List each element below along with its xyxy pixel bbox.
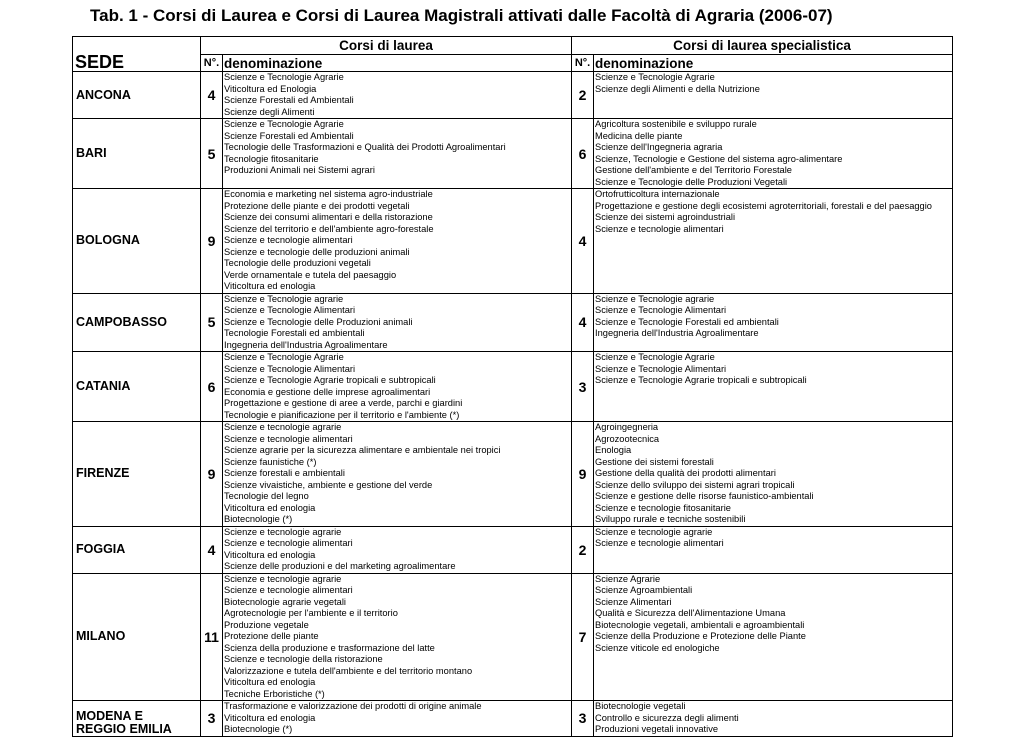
sede-name-line: REGGIO EMILIA bbox=[76, 721, 172, 736]
list-item: Scienze e gestione delle risorse faunistico-ambientali bbox=[595, 491, 814, 501]
list-item: Scienze forestali e ambientali bbox=[224, 468, 345, 478]
list-item: Scienze dei sistemi agroindustriali bbox=[595, 212, 736, 222]
list-item: Biotecnologie (*) bbox=[224, 724, 293, 734]
table-row bbox=[73, 352, 953, 422]
list-item: Scienze degli Alimenti bbox=[224, 106, 315, 117]
laurea-list bbox=[223, 352, 572, 422]
laurea-list bbox=[223, 119, 572, 189]
list-item: Biotecnologie vegetali bbox=[595, 701, 686, 711]
list-item: Scienze e Tecnologie Agrarie bbox=[224, 119, 344, 129]
specialistica-list bbox=[594, 701, 953, 737]
list-item: Viticoltura ed Enologia bbox=[224, 83, 317, 94]
sede-name-line: MODENA E bbox=[76, 708, 143, 723]
table-row bbox=[73, 72, 953, 119]
laurea-list bbox=[223, 422, 572, 527]
n-specialistica-count: 4 bbox=[572, 293, 594, 352]
specialistica-list bbox=[594, 352, 953, 422]
n-laurea-count: 5 bbox=[201, 119, 223, 189]
list-item: Medicina delle piante bbox=[595, 130, 683, 141]
list-item: Scienze del territorio e dell'ambiente agro-forestale bbox=[224, 223, 434, 234]
specialistica-list bbox=[594, 189, 953, 294]
list-item: Viticoltura ed enologia bbox=[224, 281, 316, 291]
list-item: Scienze e Tecnologie Agrarie bbox=[595, 72, 715, 82]
list-item: Controllo e sicurezza degli alimenti bbox=[595, 712, 739, 723]
header-sede: SEDE bbox=[73, 37, 201, 72]
list-item: Biotecnologie (*) bbox=[224, 514, 293, 524]
list-item: Tecnologie Forestali ed ambientali bbox=[224, 328, 365, 338]
list-item: Scienze e Tecnologie Agrarie tropicali e subtropicali bbox=[595, 375, 807, 385]
list-item: Agrotecnologie per l'ambiente e il territorio bbox=[224, 608, 398, 618]
list-item: Sviluppo rurale e tecniche sostenibili bbox=[595, 514, 746, 524]
list-item: Scienze e tecnologie alimentari bbox=[224, 235, 353, 245]
list-item: Tecnologie delle produzioni vegetali bbox=[224, 258, 371, 268]
list-item: Valorizzazione e tutela dell'ambiente e del territorio montano bbox=[224, 665, 473, 676]
list-item: Qualità e Sicurezza dell'Alimentazione Umana bbox=[595, 608, 786, 618]
list-item: Scienze e tecnologie agrarie bbox=[224, 573, 342, 584]
sede-name: FOGGIA bbox=[76, 542, 126, 556]
list-item: Scienze e Tecnologie Agrarie bbox=[224, 72, 344, 82]
list-item: Tecnologie del legno bbox=[224, 491, 309, 501]
list-item: Gestione dell'ambiente e del Territorio Forestale bbox=[595, 165, 792, 175]
list-item: Scienze e tecnologie alimentari bbox=[595, 538, 724, 548]
list-item: Scienze Alimentari bbox=[595, 596, 672, 607]
header-den-specialistica: denominazione bbox=[594, 55, 953, 72]
n-laurea-count: 4 bbox=[201, 526, 223, 573]
sede-name: MILANO bbox=[76, 629, 126, 644]
list-item: Scienze faunistiche (*) bbox=[224, 456, 317, 467]
list-item: Tecnologie e pianificazione per il territorio e l'ambiente (*) bbox=[224, 409, 460, 420]
n-specialistica-count: 2 bbox=[572, 526, 594, 573]
list-item: Scienze e Tecnologie Forestali ed ambientali bbox=[595, 316, 779, 327]
sede-name: BOLOGNA bbox=[76, 233, 140, 248]
list-item: Trasformazione e valorizzazione dei prodotti di origine animale bbox=[224, 701, 482, 711]
list-item: Protezione delle piante e dei prodotti vegetali bbox=[224, 200, 410, 211]
list-item: Scienze e tecnologie agrarie bbox=[595, 526, 713, 537]
laurea-list bbox=[223, 701, 572, 737]
list-item: Enologia bbox=[595, 445, 632, 455]
list-item: Viticoltura ed enologia bbox=[224, 677, 316, 687]
n-laurea-count: 9 bbox=[201, 189, 223, 294]
n-laurea-count: 9 bbox=[201, 422, 223, 527]
list-item: Scienze e tecnologie delle produzioni animali bbox=[224, 246, 410, 257]
list-item: Scienze viticole ed enologiche bbox=[595, 642, 720, 653]
n-laurea-count: 6 bbox=[201, 352, 223, 422]
laurea-list bbox=[223, 189, 572, 294]
sede-cell bbox=[73, 119, 201, 189]
n-specialistica-count: 7 bbox=[572, 573, 594, 701]
table-row bbox=[73, 119, 953, 189]
specialistica-list bbox=[594, 573, 953, 701]
table-row bbox=[73, 422, 953, 527]
list-item: Scienze dello sviluppo dei sistemi agrari tropicali bbox=[595, 479, 795, 490]
sede-cell bbox=[73, 526, 201, 573]
table-row bbox=[73, 573, 953, 701]
header-corsi-specialistica: Corsi di laurea specialistica bbox=[572, 37, 953, 55]
n-specialistica-count: 6 bbox=[572, 119, 594, 189]
sede-cell bbox=[73, 422, 201, 527]
header-corsi-laurea: Corsi di laurea bbox=[201, 37, 572, 55]
laurea-list bbox=[223, 293, 572, 352]
list-item: Tecnologie delle Trasformazioni e Qualità dei Prodotti Agroalimentari bbox=[224, 142, 506, 152]
list-item: Gestione dei sistemi forestali bbox=[595, 456, 714, 467]
list-item: Scienze e tecnologie della ristorazione bbox=[224, 654, 383, 664]
list-item: Scienze, Tecnologie e Gestione del sistema agro-alimentare bbox=[595, 153, 843, 164]
sede-cell bbox=[73, 352, 201, 422]
list-item: Scienze dell'Ingegneria agraria bbox=[595, 142, 723, 152]
list-item: Agroingegneria bbox=[595, 422, 659, 432]
specialistica-list bbox=[594, 119, 953, 189]
list-item: Scienze agrarie per la sicurezza alimentare e ambientale nei tropici bbox=[224, 445, 501, 455]
list-item: Scienze vivaistiche, ambiente e gestione del verde bbox=[224, 479, 433, 490]
table-row bbox=[73, 189, 953, 294]
table-row bbox=[73, 293, 953, 352]
list-item: Ingegneria dell'Industria Agroalimentare bbox=[224, 339, 388, 350]
list-item: Scienze e Tecnologie Alimentari bbox=[595, 363, 727, 374]
list-item: Scienze degli Alimenti e della Nutrizione bbox=[595, 83, 760, 94]
header-n-laurea: N°. bbox=[201, 55, 223, 72]
n-specialistica-count: 3 bbox=[572, 352, 594, 422]
header-den-laurea: denominazione bbox=[223, 55, 572, 72]
laurea-list bbox=[223, 72, 572, 119]
list-item: Ingegneria dell'Industria Agroalimentare bbox=[595, 328, 759, 338]
list-item: Agrozootecnica bbox=[595, 433, 660, 444]
list-item: Protezione delle piante bbox=[224, 631, 319, 641]
specialistica-list bbox=[594, 293, 953, 352]
sede-name: FIRENZE bbox=[76, 466, 130, 481]
list-item: Verde ornamentale e tutela del paesaggio bbox=[224, 269, 397, 280]
list-item: Scienze e Tecnologie Alimentari bbox=[224, 305, 356, 315]
list-item: Scienza della produzione e trasformazione del latte bbox=[224, 642, 435, 653]
list-item: Progettazione e gestione di aree a verde, parchi e giardini bbox=[224, 398, 463, 408]
sede-name: ANCONA bbox=[76, 87, 131, 102]
laurea-list bbox=[223, 526, 572, 573]
list-item: Tecnologie fitosanitarie bbox=[224, 153, 319, 164]
list-item: Ortofrutticoltura internazionale bbox=[595, 189, 720, 199]
list-item: Scienze delle produzioni e del marketing agroalimentare bbox=[224, 561, 456, 571]
list-item: Scienze e Tecnologie agrarie bbox=[224, 293, 344, 304]
list-item: Scienze e Tecnologie delle Produzioni animali bbox=[224, 316, 413, 327]
list-item: Viticoltura ed enologia bbox=[224, 712, 316, 723]
sede-cell bbox=[73, 293, 201, 352]
sede-name: CATANIA bbox=[76, 379, 131, 393]
courses-table bbox=[72, 36, 953, 737]
n-specialistica-count: 2 bbox=[572, 72, 594, 119]
list-item: Scienze Forestali ed Ambientali bbox=[224, 95, 354, 105]
list-item: Progettazione e gestione degli ecosistemi agroterritoriali, forestali e del paesaggio bbox=[595, 200, 932, 211]
list-item: Scienze dei consumi alimentari e della ristorazione bbox=[224, 212, 433, 222]
list-item: Scienze Agroambientali bbox=[595, 585, 693, 595]
list-item: Produzioni vegetali innovative bbox=[595, 724, 719, 734]
list-item: Scienze e Tecnologie agrarie bbox=[595, 293, 715, 304]
list-item: Scienze e tecnologie agrarie bbox=[224, 422, 342, 432]
list-item: Scienze e Tecnologie Alimentari bbox=[224, 363, 356, 374]
list-item: Scienze e tecnologie fitosanitarie bbox=[595, 502, 731, 513]
sede-cell bbox=[73, 701, 201, 737]
list-item: Produzione vegetale bbox=[224, 619, 309, 630]
n-specialistica-count: 3 bbox=[572, 701, 594, 737]
list-item: Scienze della Produzione e Protezione delle Piante bbox=[595, 631, 806, 641]
list-item: Scienze e Tecnologie Alimentari bbox=[595, 305, 727, 315]
list-item: Viticoltura ed enologia bbox=[224, 502, 316, 513]
list-item: Economia e marketing nel sistema agro-industriale bbox=[224, 189, 433, 199]
n-laurea-count: 5 bbox=[201, 293, 223, 352]
list-item: Scienze e Tecnologie Agrarie tropicali e subtropicali bbox=[224, 375, 436, 385]
list-item: Produzioni Animali nei Sistemi agrari bbox=[224, 165, 375, 175]
list-item: Scienze e tecnologie alimentari bbox=[595, 223, 724, 234]
list-item: Scienze e tecnologie alimentari bbox=[224, 433, 353, 444]
n-specialistica-count: 4 bbox=[572, 189, 594, 294]
list-item: Scienze e tecnologie alimentari bbox=[224, 538, 353, 548]
list-item: Gestione della qualità dei prodotti alimentari bbox=[595, 468, 776, 478]
list-item: Viticoltura ed enologia bbox=[224, 549, 316, 560]
n-specialistica-count: 9 bbox=[572, 422, 594, 527]
list-item: Tecniche Erboristiche (*) bbox=[224, 688, 325, 699]
list-item: Scienze e Tecnologie Agrarie bbox=[595, 352, 715, 362]
n-laurea-count: 11 bbox=[201, 573, 223, 701]
list-item: Scienze e tecnologie alimentari bbox=[224, 585, 353, 595]
list-item: Biotecnologie vegetali, ambientali e agroambientali bbox=[595, 619, 805, 630]
n-laurea-count: 3 bbox=[201, 701, 223, 737]
list-item: Scienze e tecnologie agrarie bbox=[224, 526, 342, 537]
list-item: Scienze Forestali ed Ambientali bbox=[224, 130, 354, 141]
laurea-list bbox=[223, 573, 572, 701]
table-body bbox=[73, 72, 953, 737]
table-row bbox=[73, 701, 953, 737]
table-row bbox=[73, 526, 953, 573]
list-item: Biotecnologie agrarie vegetali bbox=[224, 596, 346, 607]
sede-cell bbox=[73, 189, 201, 294]
sede-name: BARI bbox=[76, 146, 107, 160]
sede-cell bbox=[73, 573, 201, 701]
sede-cell bbox=[73, 72, 201, 119]
specialistica-list bbox=[594, 72, 953, 119]
specialistica-list bbox=[594, 422, 953, 527]
page-title: Tab. 1 - Corsi di Laurea e Corsi di Laurea Magistrali attivati dalle Facoltà di Agraria (2006-07) bbox=[90, 6, 833, 25]
n-laurea-count: 4 bbox=[201, 72, 223, 119]
sede-name: CAMPOBASSO bbox=[76, 314, 167, 329]
list-item: Scienze e Tecnologie delle Produzioni Vegetali bbox=[595, 176, 788, 187]
list-item: Economia e gestione delle imprese agroalimentari bbox=[224, 386, 431, 397]
specialistica-list bbox=[594, 526, 953, 573]
header-n-specialistica: N°. bbox=[572, 55, 594, 72]
list-item: Scienze Agrarie bbox=[595, 573, 661, 584]
list-item: Scienze e Tecnologie Agrarie bbox=[224, 352, 344, 362]
list-item: Agricoltura sostenibile e sviluppo rurale bbox=[595, 119, 757, 129]
